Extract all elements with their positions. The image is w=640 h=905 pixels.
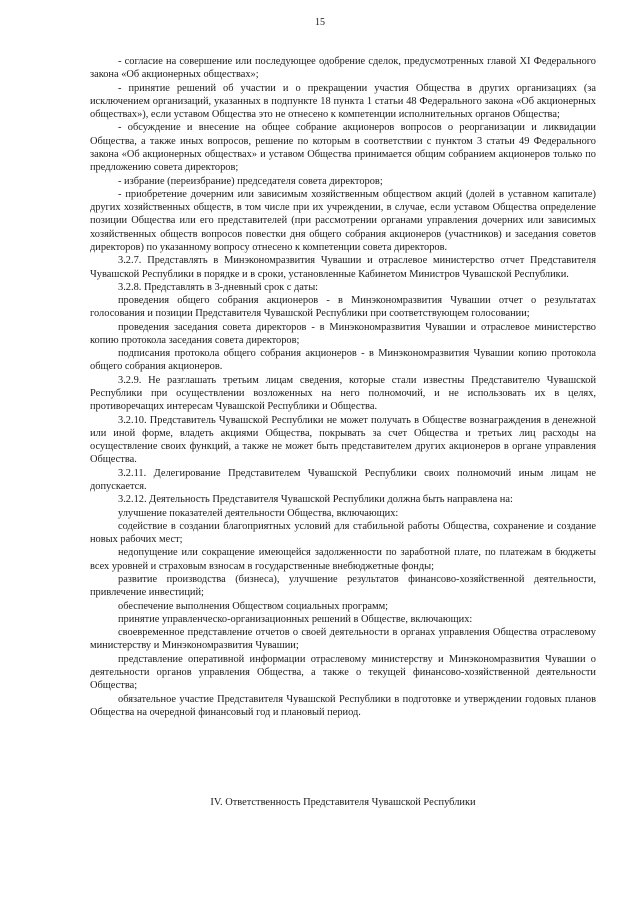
paragraph: содействие в создании благоприятных условий для стабильной работы Общества, сохранение и создание новых рабочих мест; (90, 520, 596, 546)
document-body (90, 55, 596, 719)
paragraph: своевременное представление отчетов о своей деятельности в органах управления Общества отраслевому министерству и Минэкономразвития Чувашии; (90, 627, 596, 652)
paragraph: подписания протокола общего собрания акционеров - в Минэкономразвития Чувашии копию протокола общего собрания акционеров. (90, 348, 596, 373)
paragraph: 3.2.10. Представитель Чувашской Республики не может получать в Обществе вознаграждения в денежной или иной форме, владеть акциями Общества, покрывать за счет Общества и третьих лиц расходы на осуществление своих функций, а также не может быть представителем других акционеров в органе управления Общества. (90, 414, 596, 466)
paragraph: 3.2.7. Представлять в Минэкономразвития Чувашии и отраслевое министерство отчет Представителя Чувашской Республики в порядке и в сроки, установленные Кабинетом Министров Чувашской Республики. (90, 255, 596, 280)
paragraph: принятие управленческо-организационных решений в Обществе, включающих: (118, 613, 473, 625)
paragraph: представление оперативной информации отраслевому министерству и Минэкономразвития Чувашии о деятельности органов управления Общества, а также о текущей финансово-хозяйственной деятельности Общества; (90, 653, 596, 692)
section-heading: IV. Ответственность Представителя Чувашской Республики (210, 797, 476, 808)
paragraph: - избрание (переизбрание) председателя совета директоров; (118, 175, 383, 187)
paragraph: развитие производства (бизнеса), улучшение результатов финансово-хозяйственной деятельности, привлечение инвестиций; (90, 573, 596, 599)
paragraph: - приобретение дочерним или зависимым хозяйственным обществом акций (долей в уставном капитале) других хозяйственных обществ, в том числе при их учреждении, в случае, если уставом Общества определение позиции Общества или его представителей (при рассмотрении органами управления дочерних или зависимых хозяйственных обществ вопросов повестки дня общего собрания акционеров (участников) и заседания советов директоров) по указанному вопросу отнесено к компетенции совета директоров. (90, 188, 596, 253)
paragraph: обязательное участие Представителя Чувашской Республики в подготовке и утверждении годовых планов Общества на очередной финансовый год и плановый период. (90, 693, 596, 718)
paragraph: - согласие на совершение или последующее одобрение сделок, предусмотренных главой XI Федерального закона «Об акционерных обществах»; (90, 56, 596, 81)
paragraph: обеспечение выполнения Обществом социальных программ; (118, 600, 389, 612)
paragraph: 3.2.12. Деятельность Представителя Чувашской Республики должна быть направлена на: (118, 494, 513, 506)
paragraph: 3.2.11. Делегирование Представителем Чувашской Республики своих полномочий иным лицам не допускается. (90, 467, 596, 492)
paragraph: проведения общего собрания акционеров - в Минэкономразвития Чувашии отчет о результатах голосования и позиции Представителя Чувашской Республики при соответствующем голосовании; (90, 295, 596, 320)
paragraph: проведения заседания совета директоров - в Минэкономразвития Чувашии и отраслевое министерство копию протокола заседания совета директоров; (90, 321, 596, 346)
paragraph: улучшение показателей деятельности Общества, включающих: (118, 507, 399, 519)
paragraph: 3.2.8. Представлять в 3-дневный срок с даты: (118, 281, 319, 293)
page-number: 15 (315, 17, 325, 28)
paragraph: - принятие решений об участии и о прекращении участия Общества в других организациях (за исключением организаций, указанных в подпункте 18 пункта 1 статьи 48 Федерального закона «Об акционерных обществах»), если уставом Общества это не отнесено к компетенции исполнительных органов Общества; (90, 82, 596, 121)
paragraph: 3.2.9. Не разглашать третьим лицам сведения, которые стали известны Представителю Чувашской Республики при осуществлении возложенных на него полномочий, и не использовать их в целях, противоречащих интересам Чувашской Республики и Общества. (90, 374, 596, 413)
paragraph: - обсуждение и внесение на общее собрание акционеров вопросов о реорганизации и ликвидации Общества, а также иных вопросов, решение по которым в соответствии с пунктом 3 статьи 49 Федерального закона «Об акционерных обществах» и уставом Общества принимается общим собранием акционеров только по предложению совета директоров; (90, 122, 596, 174)
paragraph: недопущение или сокращение имеющейся задолженности по заработной плате, по платежам в бюджеты всех уровней и страховым взносам в государственные внебюджетные фонды; (90, 547, 596, 572)
